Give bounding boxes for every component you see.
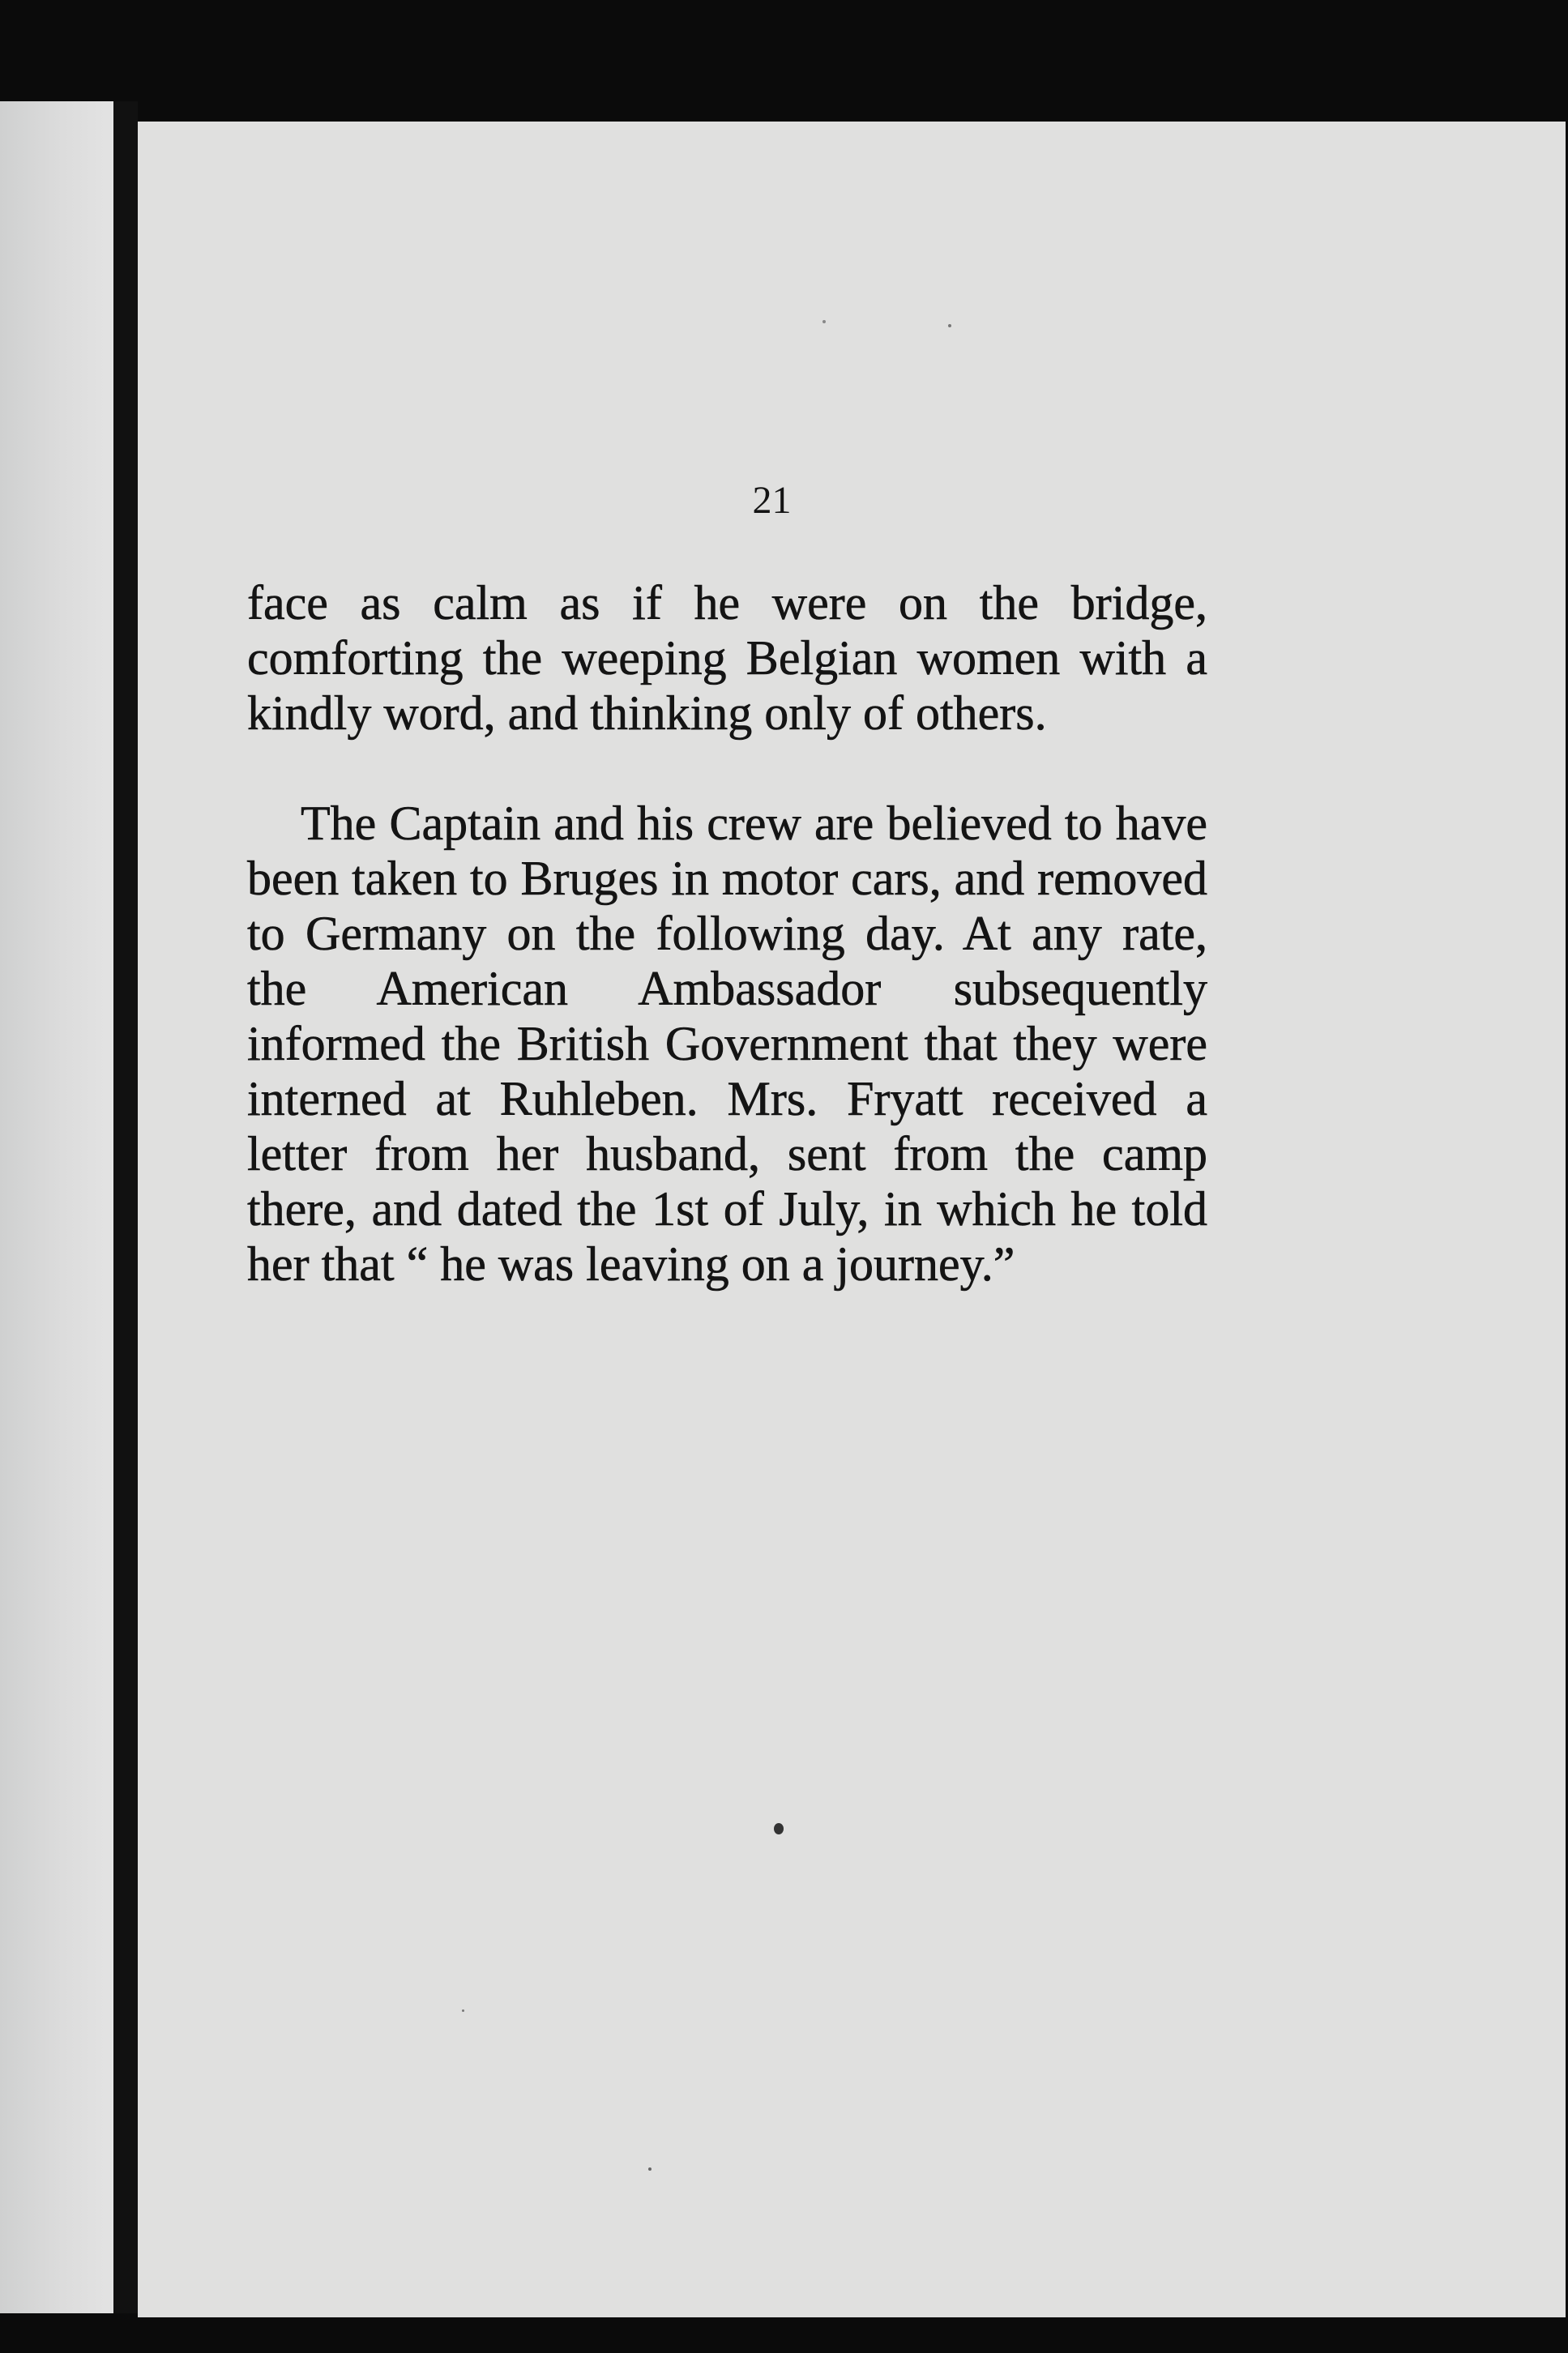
print-speck: [648, 2167, 652, 2171]
print-speck: [822, 320, 826, 323]
book-page: [138, 122, 1566, 2317]
body-text: [247, 575, 1207, 1292]
book-gutter: [113, 101, 138, 2313]
paragraph-2-text: The Captain and his crew are believed to have been taken to Bruges in motor cars, and removed to Germany on the following day. At any rate, the American Ambassador subsequently informed the British Government that they were interned at Ruhleben. Mrs. Fryatt received a letter from her husband, sent from the camp there, and dated the 1st of July, in which he told her that “ he was leaving on a journey.”: [247, 796, 1207, 1291]
facing-page-edge: [0, 101, 113, 2313]
page-number: 21: [752, 479, 792, 522]
print-speck: [774, 1823, 784, 1834]
paragraph-2: [247, 796, 1207, 1292]
print-speck: [462, 2009, 464, 2012]
print-speck: [948, 324, 951, 327]
paragraph-1: face as calm as if he were on the bridge, comforting the weeping Belgian women with a kindly word, and thinking only of others.: [247, 576, 1207, 740]
